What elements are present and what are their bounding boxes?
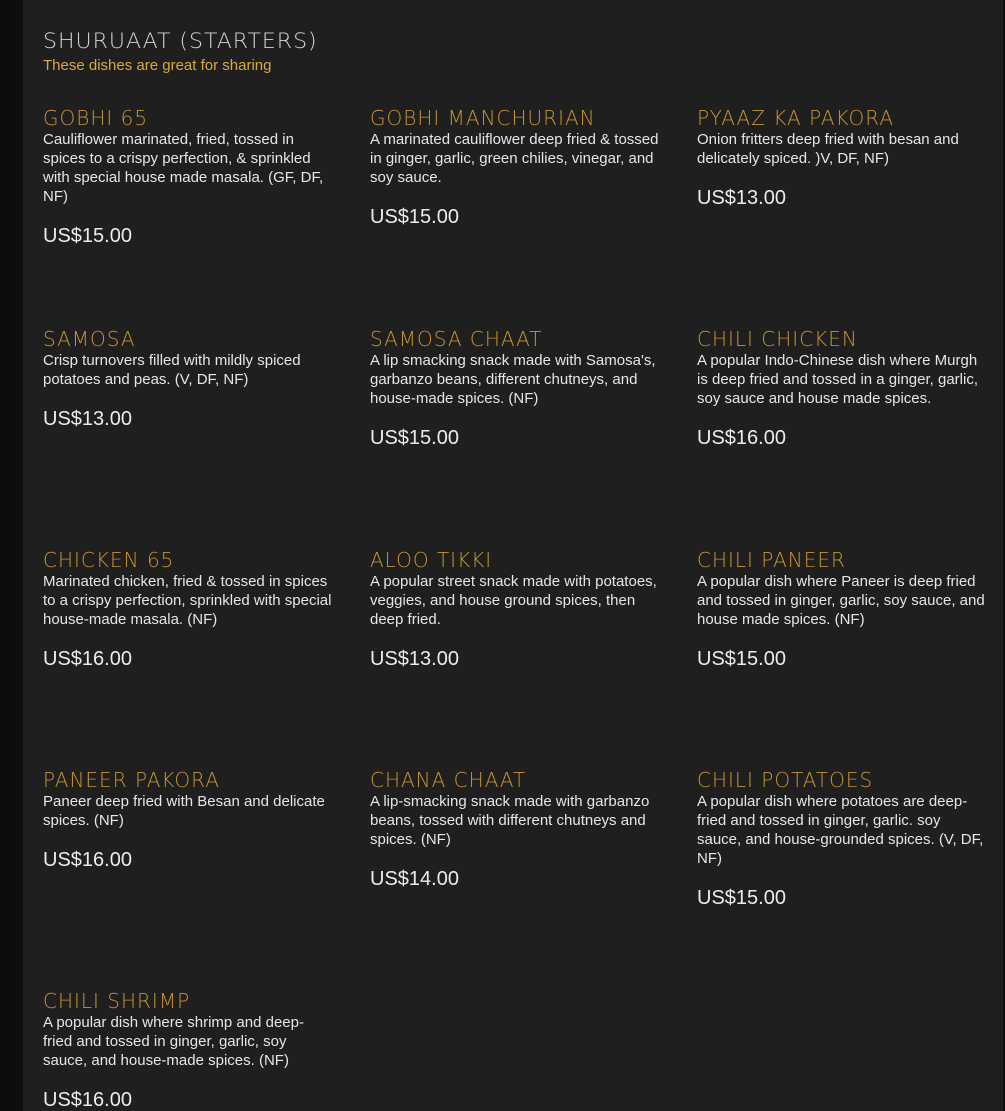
- menu-item-description: A popular Indo-Chinese dish where Murgh is deep fried and tossed in a ginger, garlic, soy sauce and house made spices.: [697, 352, 979, 407]
- menu-item-name: CHICKEN 65: [43, 548, 175, 572]
- menu-item-description: A popular dish where Paneer is deep fried and tossed in ginger, garlic, soy sauce, and house made spices. (NF): [697, 573, 985, 628]
- menu-item-description: Paneer deep fried with Besan and delicate spices. (NF): [43, 793, 325, 829]
- menu-item: [370, 548, 660, 670]
- menu-item-price: US$14.00: [370, 868, 459, 890]
- menu-section-panel: [23, 0, 1003, 1111]
- section-title: SHURUAAT (STARTERS): [43, 30, 318, 54]
- menu-item-name: CHILI CHICKEN: [697, 327, 858, 351]
- menu-item: [370, 327, 660, 449]
- menu-item-price: US$16.00: [43, 849, 132, 871]
- menu-item-description: Crisp turnovers filled with mildly spiced potatoes and peas. (V, DF, NF): [43, 352, 301, 388]
- menu-item-description: A popular dish where shrimp and deep-fried and tossed in ginger, garlic, soy sauce, and house-made spices. (NF): [43, 1014, 304, 1069]
- menu-item-name: GOBHI MANCHURIAN: [370, 106, 596, 130]
- section-subtitle: These dishes are great for sharing: [43, 57, 272, 74]
- menu-item-price: US$13.00: [697, 187, 786, 209]
- menu-item-description: A popular dish where potatoes are deep-fried and tossed in ginger, garlic. soy sauce, and house-grounded spices. (V, DF, NF): [697, 793, 984, 867]
- menu-item-name: CHILI SHRIMP: [43, 989, 191, 1013]
- menu-item-price: US$15.00: [370, 206, 459, 228]
- menu-item-description: A popular street snack made with potatoes, veggies, and house ground spices, then deep fried.: [370, 573, 657, 628]
- menu-item-price: US$13.00: [43, 408, 132, 430]
- menu-item-name: SAMOSA: [43, 327, 136, 351]
- menu-item-price: US$13.00: [370, 648, 459, 670]
- left-border: [0, 0, 23, 1111]
- menu-item-name: CHILI POTATOES: [697, 768, 874, 792]
- menu-item-price: US$16.00: [697, 427, 786, 449]
- menu-item-name: PANEER PAKORA: [43, 768, 220, 792]
- menu-item: [697, 106, 987, 209]
- menu-item-description: A lip smacking snack made with Samosa's, garbanzo beans, different chutneys, and house-made spices. (NF): [370, 352, 656, 407]
- menu-item: [370, 106, 660, 228]
- menu-item: [43, 989, 333, 1111]
- menu-item: [697, 548, 987, 670]
- menu-item-description: Marinated chicken, fried & tossed in spices to a crispy perfection, sprinkled with special house-made masala. (NF): [43, 573, 332, 628]
- menu-item: [43, 106, 333, 247]
- menu-item: [43, 768, 333, 871]
- menu-item: [43, 327, 333, 430]
- menu-item: [370, 768, 660, 890]
- menu-item-name: CHANA CHAAT: [370, 768, 527, 792]
- menu-item-price: US$15.00: [43, 225, 132, 247]
- menu-item-description: A marinated cauliflower deep fried & tossed in ginger, garlic, green chilies, vinegar, and soy sauce.: [370, 131, 659, 186]
- menu-item-name: ALOO TIKKI: [370, 548, 493, 572]
- menu-item-price: US$15.00: [370, 427, 459, 449]
- menu-item-name: CHILI PANEER: [697, 548, 846, 572]
- menu-item: [697, 327, 987, 449]
- menu-item-description: A lip-smacking snack made with garbanzo beans, tossed with different chutneys and spices. (NF): [370, 793, 650, 848]
- menu-item: [697, 768, 987, 909]
- menu-item-description: Cauliflower marinated, fried, tossed in spices to a crispy perfection, & sprinkled with special house made masala. (GF, DF, NF): [43, 131, 324, 205]
- menu-item-name: SAMOSA CHAAT: [370, 327, 543, 351]
- menu-item-price: US$16.00: [43, 1089, 132, 1111]
- menu-item-price: US$16.00: [43, 648, 132, 670]
- menu-item-name: PYAAZ KA PAKORA: [697, 106, 895, 130]
- menu-item-description: Onion fritters deep fried with besan and delicately spiced. )V, DF, NF): [697, 131, 959, 167]
- menu-item: [43, 548, 333, 670]
- menu-item-price: US$15.00: [697, 887, 786, 909]
- menu-item-name: GOBHI 65: [43, 106, 149, 130]
- menu-item-price: US$15.00: [697, 648, 786, 670]
